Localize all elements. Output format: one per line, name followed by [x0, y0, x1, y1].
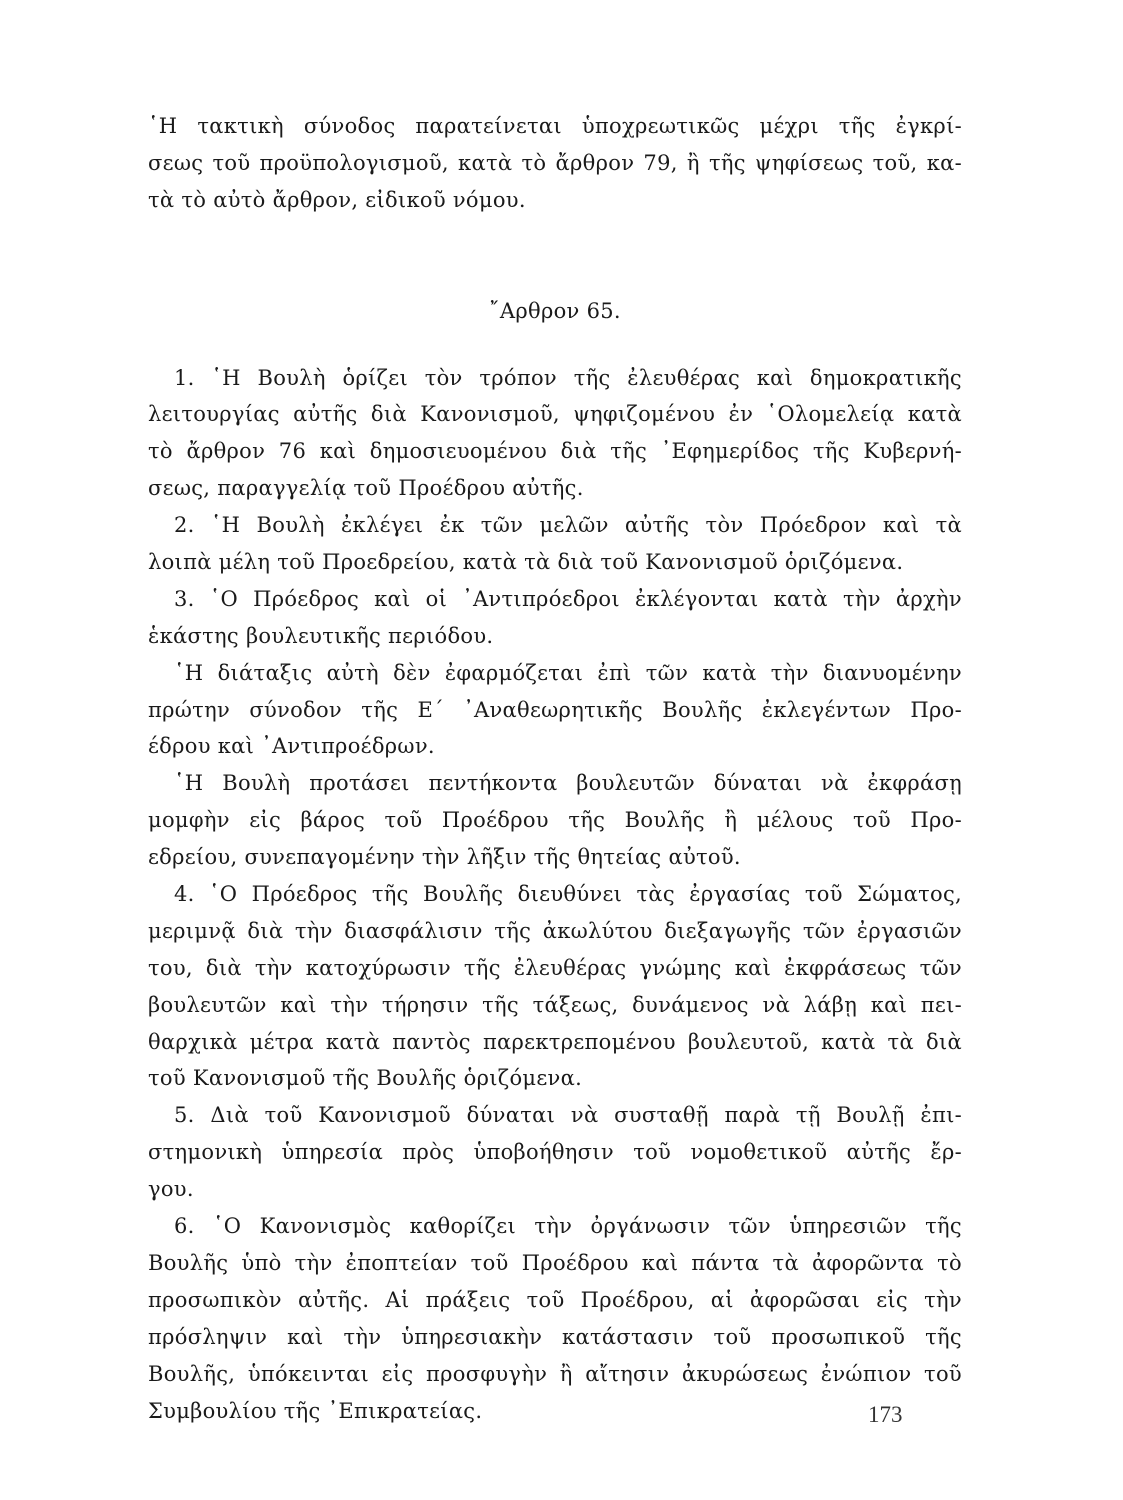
body-line: βουλευτῶν καὶ τὴν τήρησιν τῆς τάξεως, δυνάμενος νὰ λάβῃ καὶ πει- [148, 992, 962, 1017]
body-line: ῾Η διάταξις αὐτὴ δὲν ἐφαρμόζεται ἐπὶ τῶν κατὰ τὴν διανυομένην [174, 660, 962, 685]
intro-line: τὰ τὸ αὐτὸ ἄρθρον, εἰδικοῦ νόμου. [148, 187, 526, 212]
body-line: θαρχικὰ μέτρα κατὰ παντὸς παρεκτρεπομένου βουλευτοῦ, κατὰ τὰ διὰ [148, 1029, 962, 1054]
body-line: 2. ῾Η Βουλὴ ἐκλέγει ἐκ τῶν μελῶν αὐτῆς τὸν Πρόεδρον καὶ τὰ [174, 513, 962, 538]
body-line: λειτουργίας αὐτῆς διὰ Κανονισμοῦ, ψηφιζομένου ἐν ῾Ολομελείᾳ κατὰ [148, 402, 962, 427]
body-line: 3. ῾Ο Πρόεδρος καὶ οἱ ᾿Αντιπρόεδροι ἐκλέγονται κατὰ τὴν ἀρχὴν [174, 586, 962, 611]
intro-line: σεως τοῦ προϋπολογισμοῦ, κατὰ τὸ ἄρθρον 79, ἢ τῆς ψηφίσεως τοῦ, κα- [148, 150, 962, 175]
body-line: 1. ῾Η Βουλὴ ὁρίζει τὸν τρόπον τῆς ἐλευθέρας καὶ δημοκρατικῆς [174, 365, 962, 390]
body-line: έδρου καὶ ᾿Αντιπροέδρων. [148, 734, 435, 759]
article-body [148, 360, 962, 1430]
body-line: Βουλῆς ὑπὸ τὴν ἐποπτείαν τοῦ Προέδρου καὶ πάντα τὰ ἀφορῶντα τὸ [148, 1250, 962, 1275]
body-line: ἑκάστης βουλευτικῆς περιόδου. [148, 623, 494, 648]
body-line: 5. Διὰ τοῦ Κανονισμοῦ δύναται νὰ συσταθῇ παρὰ τῇ Βουλῇ ἐπι- [174, 1103, 962, 1128]
body-line: τὸ ἄρθρον 76 καὶ δημοσιευομένου διὰ τῆς ᾿Εφημερίδος τῆς Κυβερνή- [148, 439, 962, 464]
body-line: 6. ῾Ο Κανονισμὸς καθορίζει τὴν ὀργάνωσιν τῶν ὑπηρεσιῶν τῆς [174, 1214, 962, 1239]
body-line: λοιπὰ μέλη τοῦ Προεδρείου, κατὰ τὰ διὰ τοῦ Κανονισμοῦ ὁριζόμενα. [148, 550, 904, 575]
body-line: μομφὴν εἰς βάρος τοῦ Προέδρου τῆς Βουλῆς ἢ μέλους τοῦ Προ- [148, 808, 962, 833]
intro-line: ῾Η τακτικὴ σύνοδος παρατείνεται ὑποχρεωτικῶς μέχρι τῆς ἐγκρί- [148, 114, 962, 138]
body-line: 4. ῾Ο Πρόεδρος τῆς Βουλῆς διευθύνει τὰς ἐργασίας τοῦ Σώματος, [174, 882, 962, 907]
body-line: προσωπικὸν αὐτῆς. Αἱ πράξεις τοῦ Προέδρου, αἱ ἀφορῶσαι εἰς τὴν [148, 1287, 962, 1312]
body-line: σεως, παραγγελίᾳ τοῦ Προέδρου αὐτῆς. [148, 476, 584, 501]
body-line: εδρείου, συνεπαγομένην τὴν λῆξιν τῆς θητείας αὐτοῦ. [148, 845, 741, 870]
body-line: στημονικὴ ὑπηρεσία πρὸς ὑποβοήθησιν τοῦ νομοθετικοῦ αὐτῆς ἔρ- [148, 1140, 962, 1165]
body-line: πρώτην σύνοδον τῆς Ε΄ ᾿Αναθεωρητικῆς Βουλῆς ἐκλεγέντων Προ- [148, 697, 962, 722]
page-text [148, 108, 962, 1429]
body-line: γου. [148, 1177, 194, 1202]
body-line: μεριμνᾷ διὰ τὴν διασφάλισιν τῆς ἀκωλύτου διεξαγωγῆς τῶν ἐργασιῶν [148, 918, 962, 943]
body-line: πρόσληψιν καὶ τὴν ὑπηρεσιακὴν κατάστασιν τοῦ προσωπικοῦ τῆς [148, 1324, 962, 1349]
body-line: του, διὰ τὴν κατοχύρωσιν τῆς ἐλευθέρας γνώμης καὶ ἐκφράσεως τῶν [148, 955, 962, 980]
article-heading: ῎Αρθρον 65. [489, 298, 621, 323]
page-number: 173 [868, 1402, 903, 1427]
body-line: τοῦ Κανονισμοῦ τῆς Βουλῆς ὁριζόμενα. [148, 1066, 583, 1091]
body-line: Συμβουλίου τῆς ᾿Επικρατείας. [148, 1398, 483, 1423]
body-line: ῾Η Βουλὴ προτάσει πεντήκοντα βουλευτῶν δύναται νὰ ἐκφράσῃ [174, 771, 962, 796]
body-line: Βουλῆς, ὑπόκεινται εἰς προσφυγὴν ἢ αἴτησιν ἀκυρώσεως ἐνώπιον τοῦ [148, 1361, 962, 1386]
